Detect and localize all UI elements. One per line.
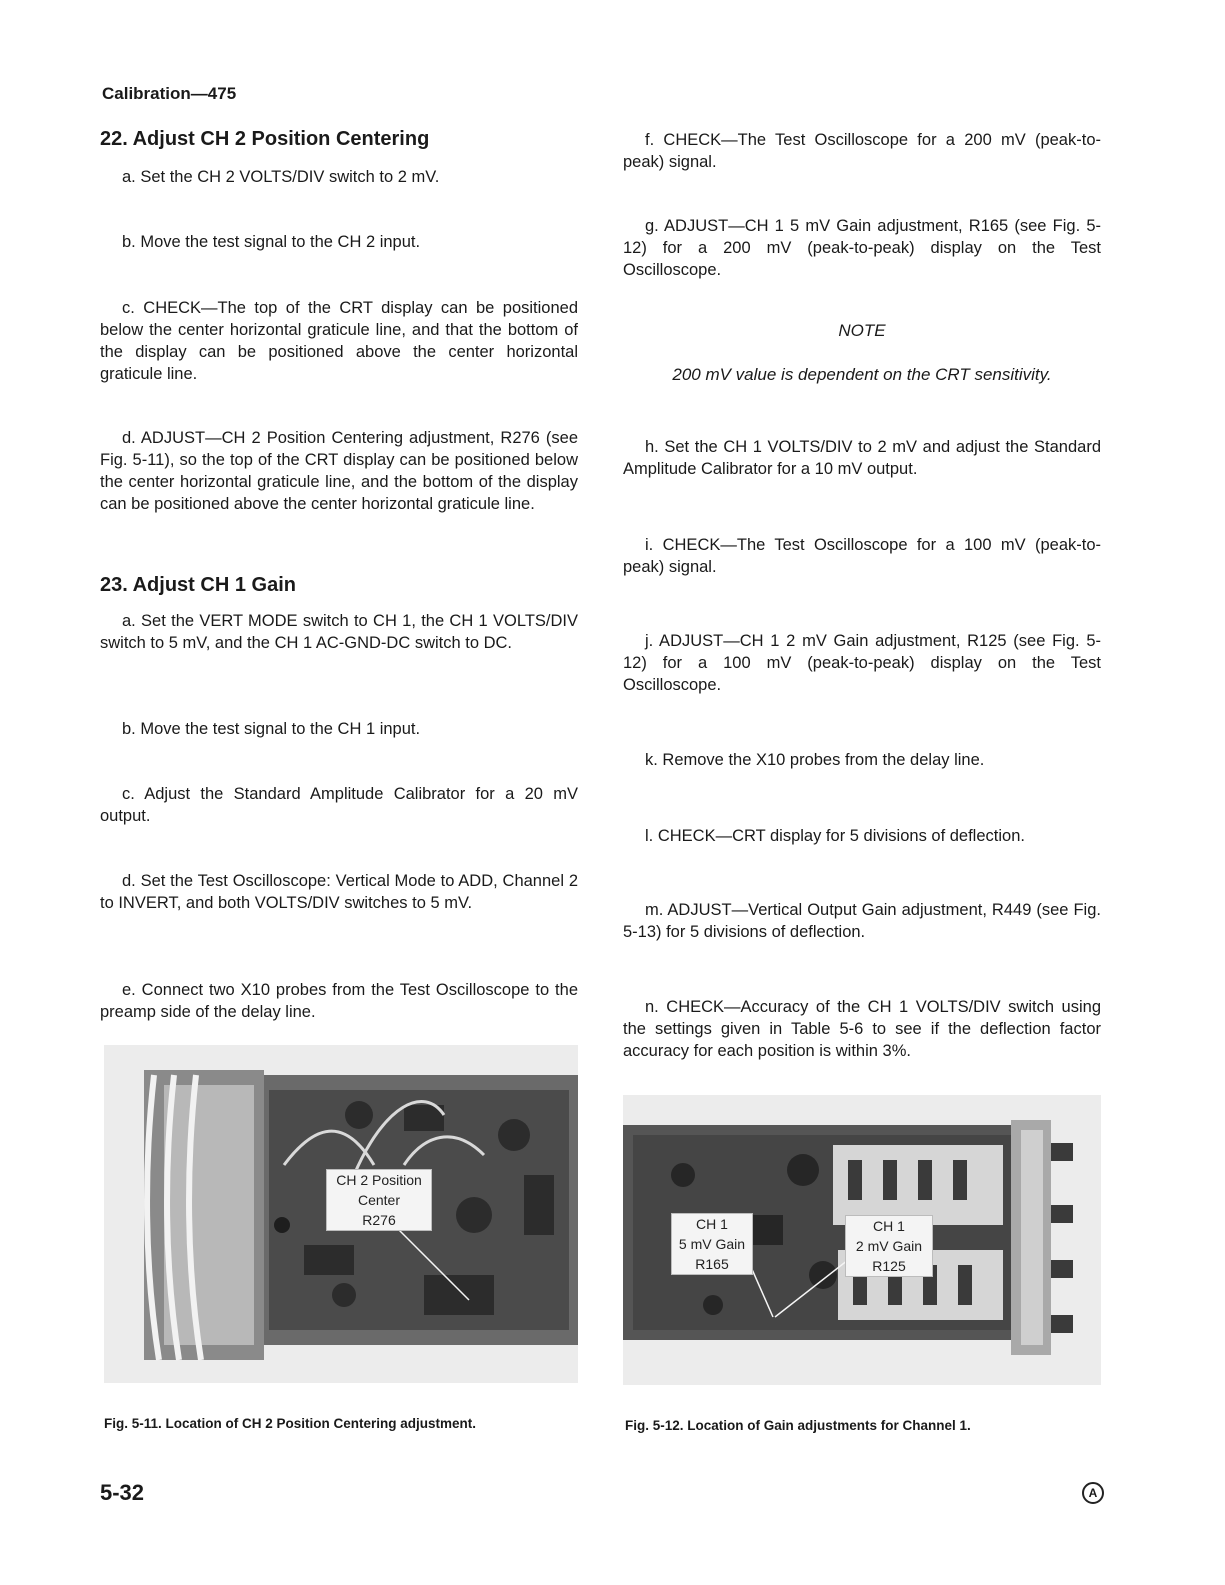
figure-5-12-caption: Fig. 5-12. Location of Gain adjustments for Channel 1. [625, 1418, 971, 1433]
step-23g: g. ADJUST—CH 1 5 mV Gain adjustment, R165 (see Fig. 5-12) for a 200 mV (peak-to-peak) display on the Test Oscilloscope. [623, 217, 1101, 279]
step-23i: i. CHECK—The Test Oscilloscope for a 100 mV (peak-to-peak) signal. [623, 536, 1101, 576]
page-number: 5-32 [100, 1480, 145, 1505]
figure-5-12-photo [623, 1095, 1101, 1385]
section-22 [100, 128, 578, 163]
callout-r125-line3: R125 [872, 1258, 906, 1274]
step-22d: d. ADJUST—CH 2 Position Centering adjustment, R276 (see Fig. 5-11), so the top of the CRT display can be positioned below the center horizontal graticule line, and the bottom of the display can be positioned above the center horizontal graticule line. [100, 429, 578, 513]
callout-r276-line2: Center [357, 1192, 401, 1208]
revision-mark: A [1082, 1482, 1104, 1504]
callout-r165 [671, 1213, 753, 1275]
step-23n: n. CHECK—Accuracy of the CH 1 VOLTS/DIV switch using the settings given in Table 5-6 to see if the deflection factor accuracy for each position is within 3%. [623, 998, 1101, 1060]
step-23f: f. CHECK—The Test Oscilloscope for a 200 mV (peak-to-peak) signal. [623, 131, 1101, 171]
step-23m: m. ADJUST—Vertical Output Gain adjustment, R449 (see Fig. 5-13) for 5 divisions of deflection. [623, 901, 1101, 941]
callout-r125 [845, 1215, 933, 1277]
step-23j: j. ADJUST—CH 1 2 mV Gain adjustment, R125 (see Fig. 5-12) for a 100 mV (peak-to-peak) display on the Test Oscilloscope. [623, 632, 1101, 694]
step-22a: a. Set the CH 2 VOLTS/DIV switch to 2 mV. [122, 168, 440, 186]
step-22b: b. Move the test signal to the CH 2 input. [122, 233, 421, 251]
section-22-title: 22. Adjust CH 2 Position Centering [100, 128, 430, 150]
note-heading: NOTE [838, 321, 886, 340]
callout-r125-line1: CH 1 [873, 1218, 905, 1234]
step-22c: c. CHECK—The top of the CRT display can be positioned below the center horizontal graticule line, and that the bottom of the display can be positioned above the center horizontal graticule line. [100, 299, 578, 383]
step-23d: d. Set the Test Oscilloscope: Vertical Mode to ADD, Channel 2 to INVERT, and both VOLTS/DIV switches to 5 mV. [100, 872, 578, 912]
step-23c: c. Adjust the Standard Amplitude Calibrator for a 20 mV output. [100, 785, 578, 825]
callout-r125-line2: 2 mV Gain [855, 1238, 923, 1254]
step-23k: k. Remove the X10 probes from the delay line. [645, 751, 985, 769]
step-23l: l. CHECK—CRT display for 5 divisions of deflection. [645, 827, 1025, 845]
step-23b: b. Move the test signal to the CH 1 input. [122, 720, 421, 738]
step-23h: h. Set the CH 1 VOLTS/DIV to 2 mV and adjust the Standard Amplitude Calibrator for a 10 mV output. [623, 438, 1101, 478]
callout-r276-line3: R276 [362, 1212, 396, 1228]
figure-5-11-caption: Fig. 5-11. Location of CH 2 Position Centering adjustment. [104, 1416, 477, 1431]
figure-5-11-photo [104, 1045, 578, 1383]
callout-r165-line1: CH 1 [696, 1216, 728, 1232]
callout-r165-line3: R165 [695, 1256, 729, 1272]
callout-r276 [326, 1169, 432, 1231]
section-23-title: 23. Adjust CH 1 Gain [100, 574, 296, 596]
step-23a: a. Set the VERT MODE switch to CH 1, the CH 1 VOLTS/DIV switch to 5 mV, and the CH 1 AC-GND-DC switch to DC. [100, 612, 578, 652]
callout-r165-line2: 5 mV Gain [678, 1236, 746, 1252]
callout-r276-line1: CH 2 Position [336, 1172, 422, 1188]
note-body: 200 mV value is dependent on the CRT sensitivity. [672, 365, 1052, 384]
running-head: Calibration—475 [102, 84, 237, 103]
step-23e: e. Connect two X10 probes from the Test Oscilloscope to the preamp side of the delay line. [100, 981, 578, 1021]
